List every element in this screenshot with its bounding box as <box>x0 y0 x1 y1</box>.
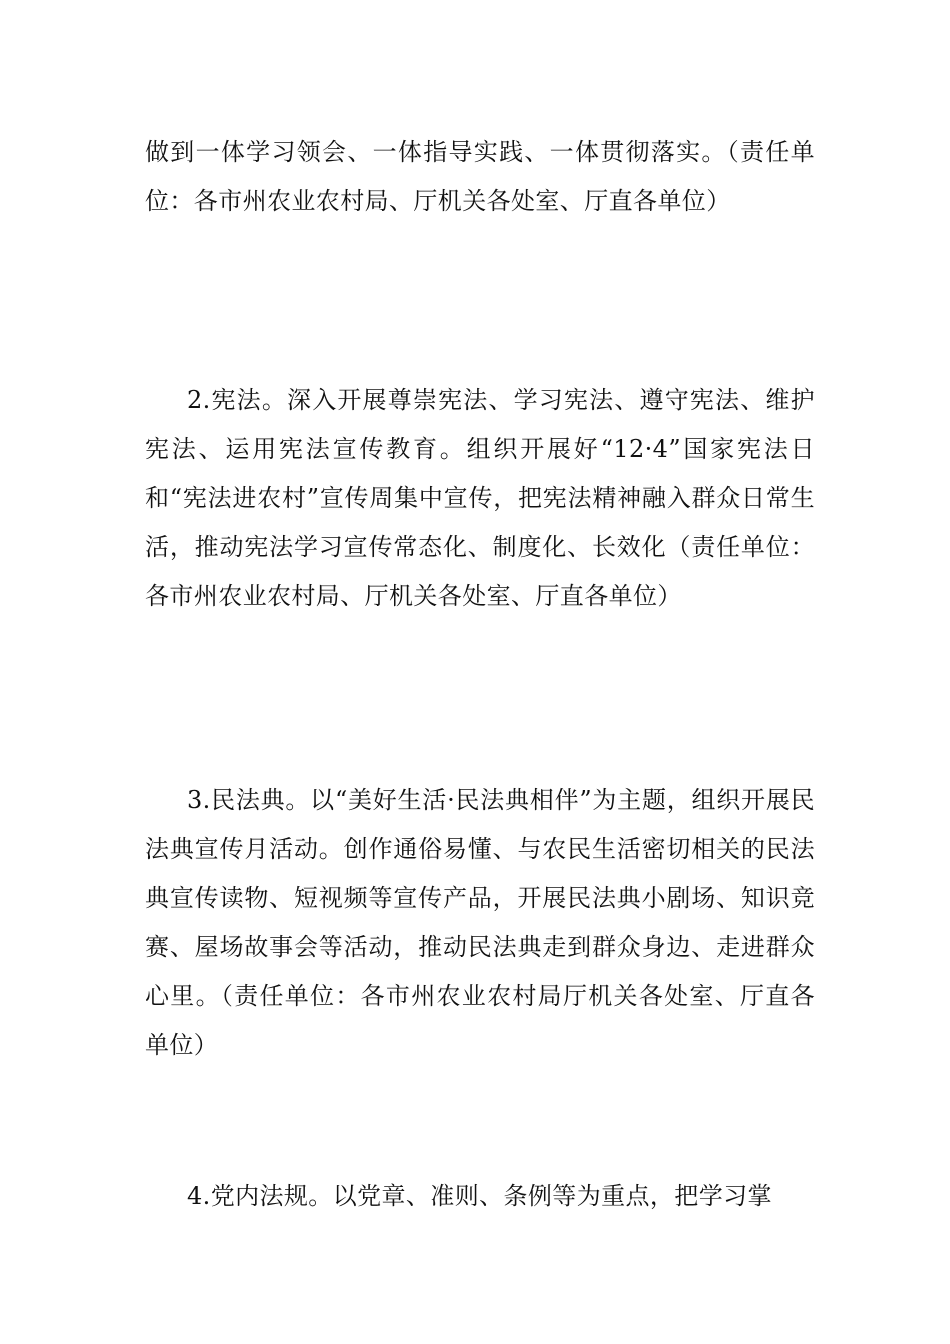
paragraph-constitution: 2.宪法。深入开展尊崇宪法、学习宪法、遵守宪法、维护宪法、运用宪法宣传教育。组织开展好“12·4”国家宪法日和“宪法进农村”宣传周集中宣传，把宪法精神融入群众日常生活，推动宪法学习宣传常态化、制度化、长效化（责任单位：各市州农业农村局、厅机关各处室、厅直各单位） <box>145 386 815 610</box>
paragraph-party-regulations: 4.党内法规。以党章、准则、条例等为重点，把学习掌 <box>187 1182 772 1210</box>
paragraph-civil-code: 3.民法典。以“美好生活·民法典相伴”为主题，组织开展民法典宣传月活动。创作通俗易懂、与农民生活密切相关的民法典宣传读物、短视频等宣传产品，开展民法典小剧场、知识竞赛、屋场故事会等活动，推动民法典走到群众身边、走进群众心里。（责任单位：各市州农业农村局厅机关各处室、厅直各单位） <box>145 786 815 1059</box>
paragraph-continuation: 做到一体学习领会、一体指导实践、一体贯彻落实。（责任单位：各市州农业农村局、厅机关各处室、厅直各单位） <box>145 138 815 215</box>
